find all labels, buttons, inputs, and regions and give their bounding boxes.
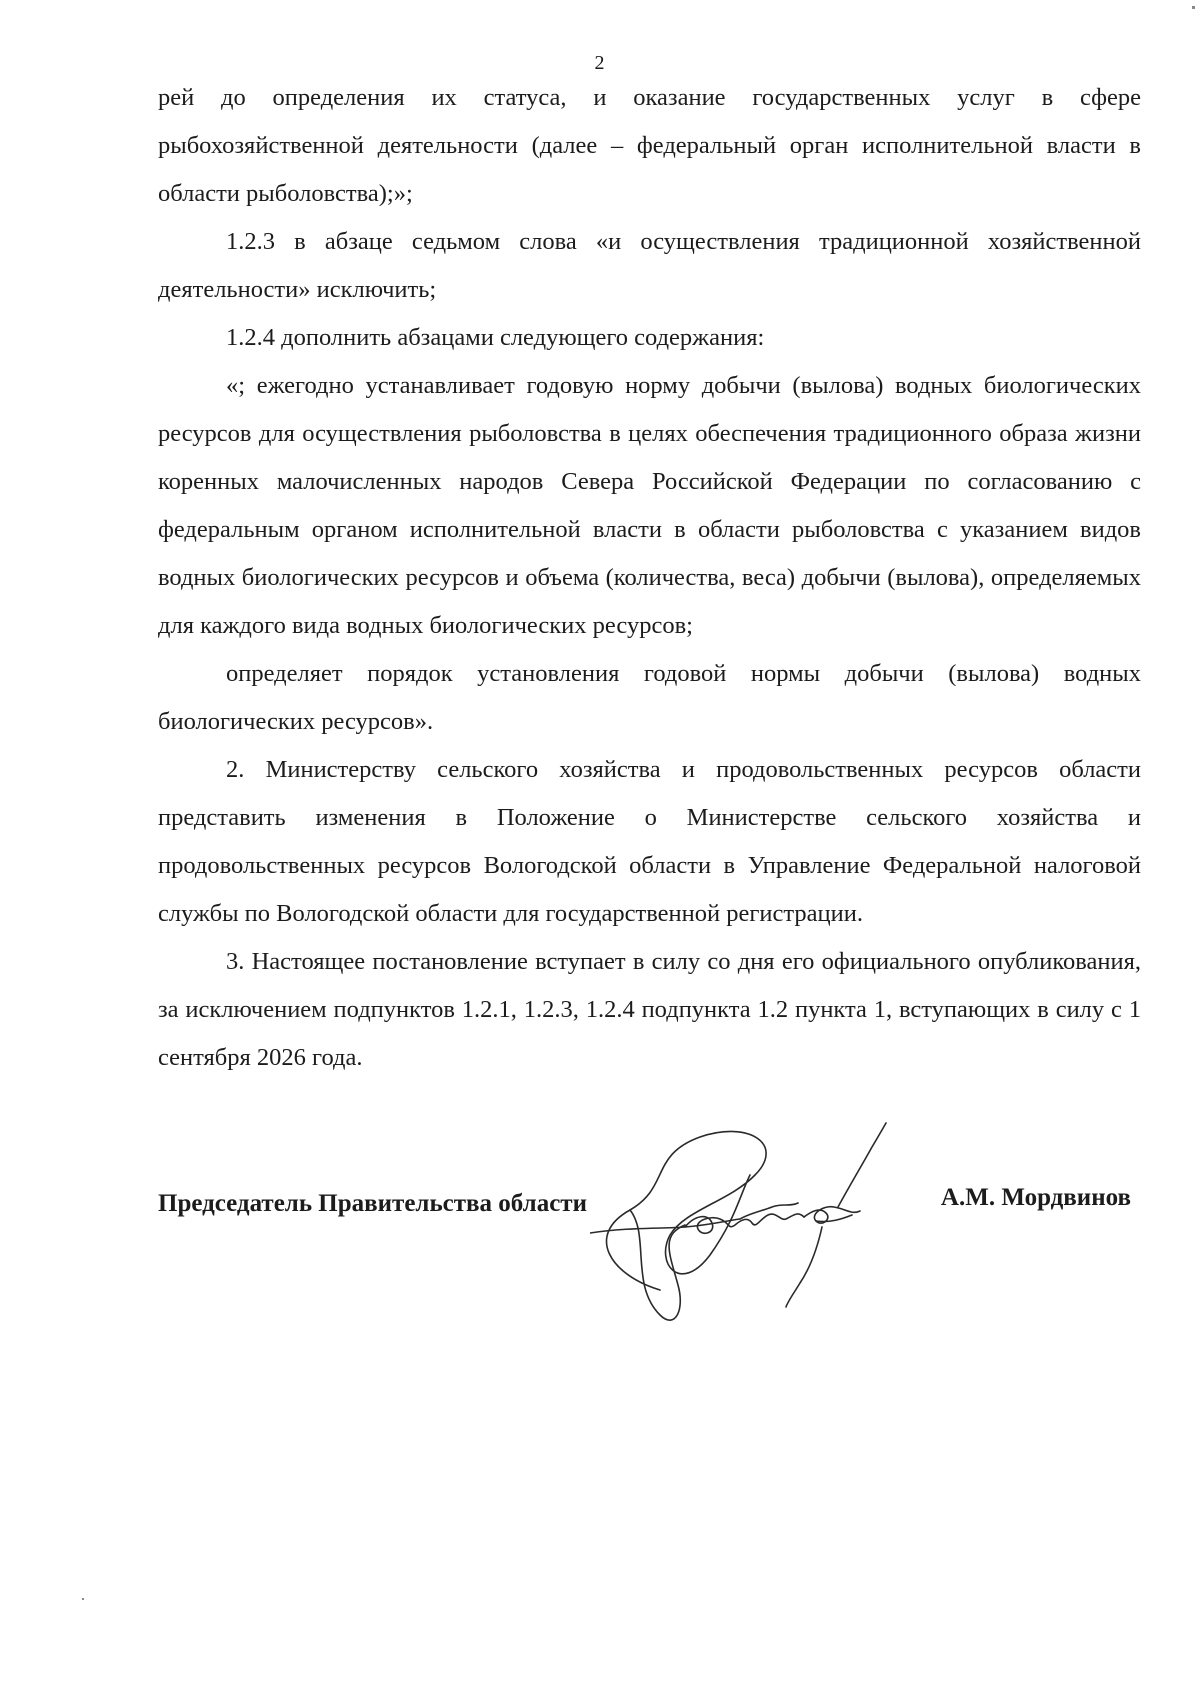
signatory-name: А.М. Мордвинов: [940, 1184, 1131, 1211]
paragraph-item-2: 2. Министерству сельского хозяйства и продовольственных ресурсов области представить изменения в Положение о Министерстве сельского хозяйства и продовольственных ресурсов Вологодской области в Управление Федеральной налоговой службы по Вологодской области для государственной регистрации.: [158, 756, 1141, 927]
signatory-title: Председатель Правительства области: [158, 1190, 587, 1217]
handwritten-signature: [590, 1115, 950, 1340]
document-body: [158, 74, 1141, 1082]
scan-margin-mark: [82, 1598, 84, 1600]
paragraph-quoted-procedure: определяет порядок установления годовой нормы добычи (вылова) водных биологических ресурсов».: [158, 660, 1141, 735]
paragraph-1-2-3: 1.2.3 в абзаце седьмом слова «и осуществления традиционной хозяйственной деятельности» исключить;: [158, 228, 1141, 303]
paragraph-continuation: рей до определения их статуса, и оказание государственных услуг в сфере рыбохозяйственной деятельности (далее – федеральный орган исполнительной власти в области рыболовства);»;: [158, 84, 1141, 207]
paragraph-quoted-annual-norm: «; ежегодно устанавливает годовую норму добычи (вылова) водных биологических ресурсов для осуществления рыболовства в целях обеспечения традиционного образа жизни коренных малочисленных народов Севера Российской Федерации по согласованию с федеральным органом исполнительной власти в области рыболовства с указанием видов водных биологических ресурсов и объема (количества, веса) добычи (вылова), определяемых для каждого вида водных биологических ресурсов;: [158, 372, 1141, 639]
page-number: 2: [594, 52, 606, 74]
paragraph-item-3: 3. Настоящее постановление вступает в силу со дня его официального опубликования, за исключением подпунктов 1.2.1, 1.2.3, 1.2.4 подпункта 1.2 пункта 1, вступающих в силу с 1 сентября 2026 года.: [158, 948, 1141, 1071]
paragraph-1-2-4: 1.2.4 дополнить абзацами следующего содержания:: [226, 324, 765, 351]
scan-corner-mark: [1192, 6, 1195, 9]
